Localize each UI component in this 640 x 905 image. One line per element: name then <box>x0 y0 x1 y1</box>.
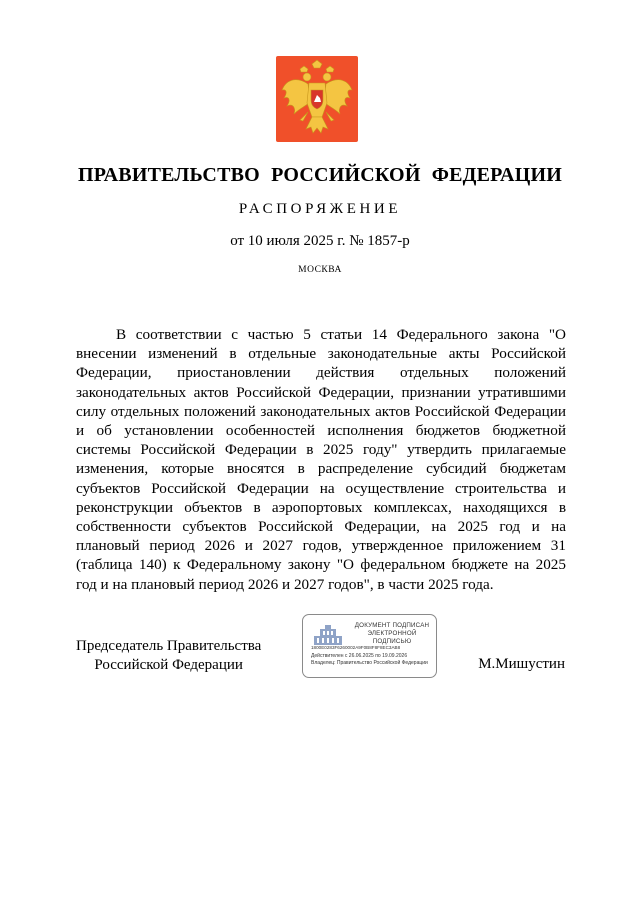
government-title: ПРАВИТЕЛЬСТВО РОССИЙСКОЙ ФЕДЕРАЦИИ <box>78 164 562 186</box>
stamp-owner: Владелец: Правительство Российской Федерации <box>311 660 428 666</box>
document-date-number: от 10 июля 2025 г. № 1857-р <box>230 233 410 249</box>
building-icon <box>312 623 344 647</box>
signer-position <box>76 637 261 675</box>
coat-of-arms-icon <box>276 56 358 142</box>
stamp-certificate-serial: 1800E0283F6260002A9F0B8F8F8EC3AB8 <box>311 645 401 650</box>
signer-position-line-1: Председатель Правительства <box>76 638 262 654</box>
stamp-heading-line-1: ДОКУМЕНТ ПОДПИСАН <box>354 622 430 629</box>
signer-position-line-2: Российской Федерации <box>94 657 243 673</box>
document-type: РАСПОРЯЖЕНИЕ <box>238 201 402 217</box>
stamp-heading-line-2: ЭЛЕКТРОННОЙ ПОДПИСЬЮ <box>367 630 417 645</box>
signer-name: М.Мишустин <box>478 656 565 672</box>
electronic-signature-stamp <box>302 614 437 678</box>
document-city: МОСКВА <box>298 265 342 275</box>
stamp-heading <box>348 622 436 646</box>
stamp-validity: Действителен с 26.06.2025 по 19.09.2026 <box>311 653 408 659</box>
order-body-text: В соответствии с частью 5 статьи 14 Федерального закона "О внесении изменений в отдельные законодательные акты Российской Федерации, приостановлении действия отдельных положений законодательных актов Российской Федерации, признании утратившими силу отдельных положений законодательных актов Российской Федерации и об установлении особенностей исполнения бюджетов бюджетной системы Российской Федерации в 2025 году" утвердить прилагаемые изменения, которые вносятся в распределение субсидий бюджетам субъектов Российской Федерации на осуществление строительства и реконструкции объектов в аэропортовых комплексах, находящихся в собственности субъектов Российской Федерации, на 2025 год и на плановый период 2026 и 2027 годов, утвержденное приложением 31 (таблица 140) к Федеральному закону "О федеральном бюджете на 2025 год и на плановый период 2026 и 2027 годов", в части 2025 года. <box>76 326 566 593</box>
